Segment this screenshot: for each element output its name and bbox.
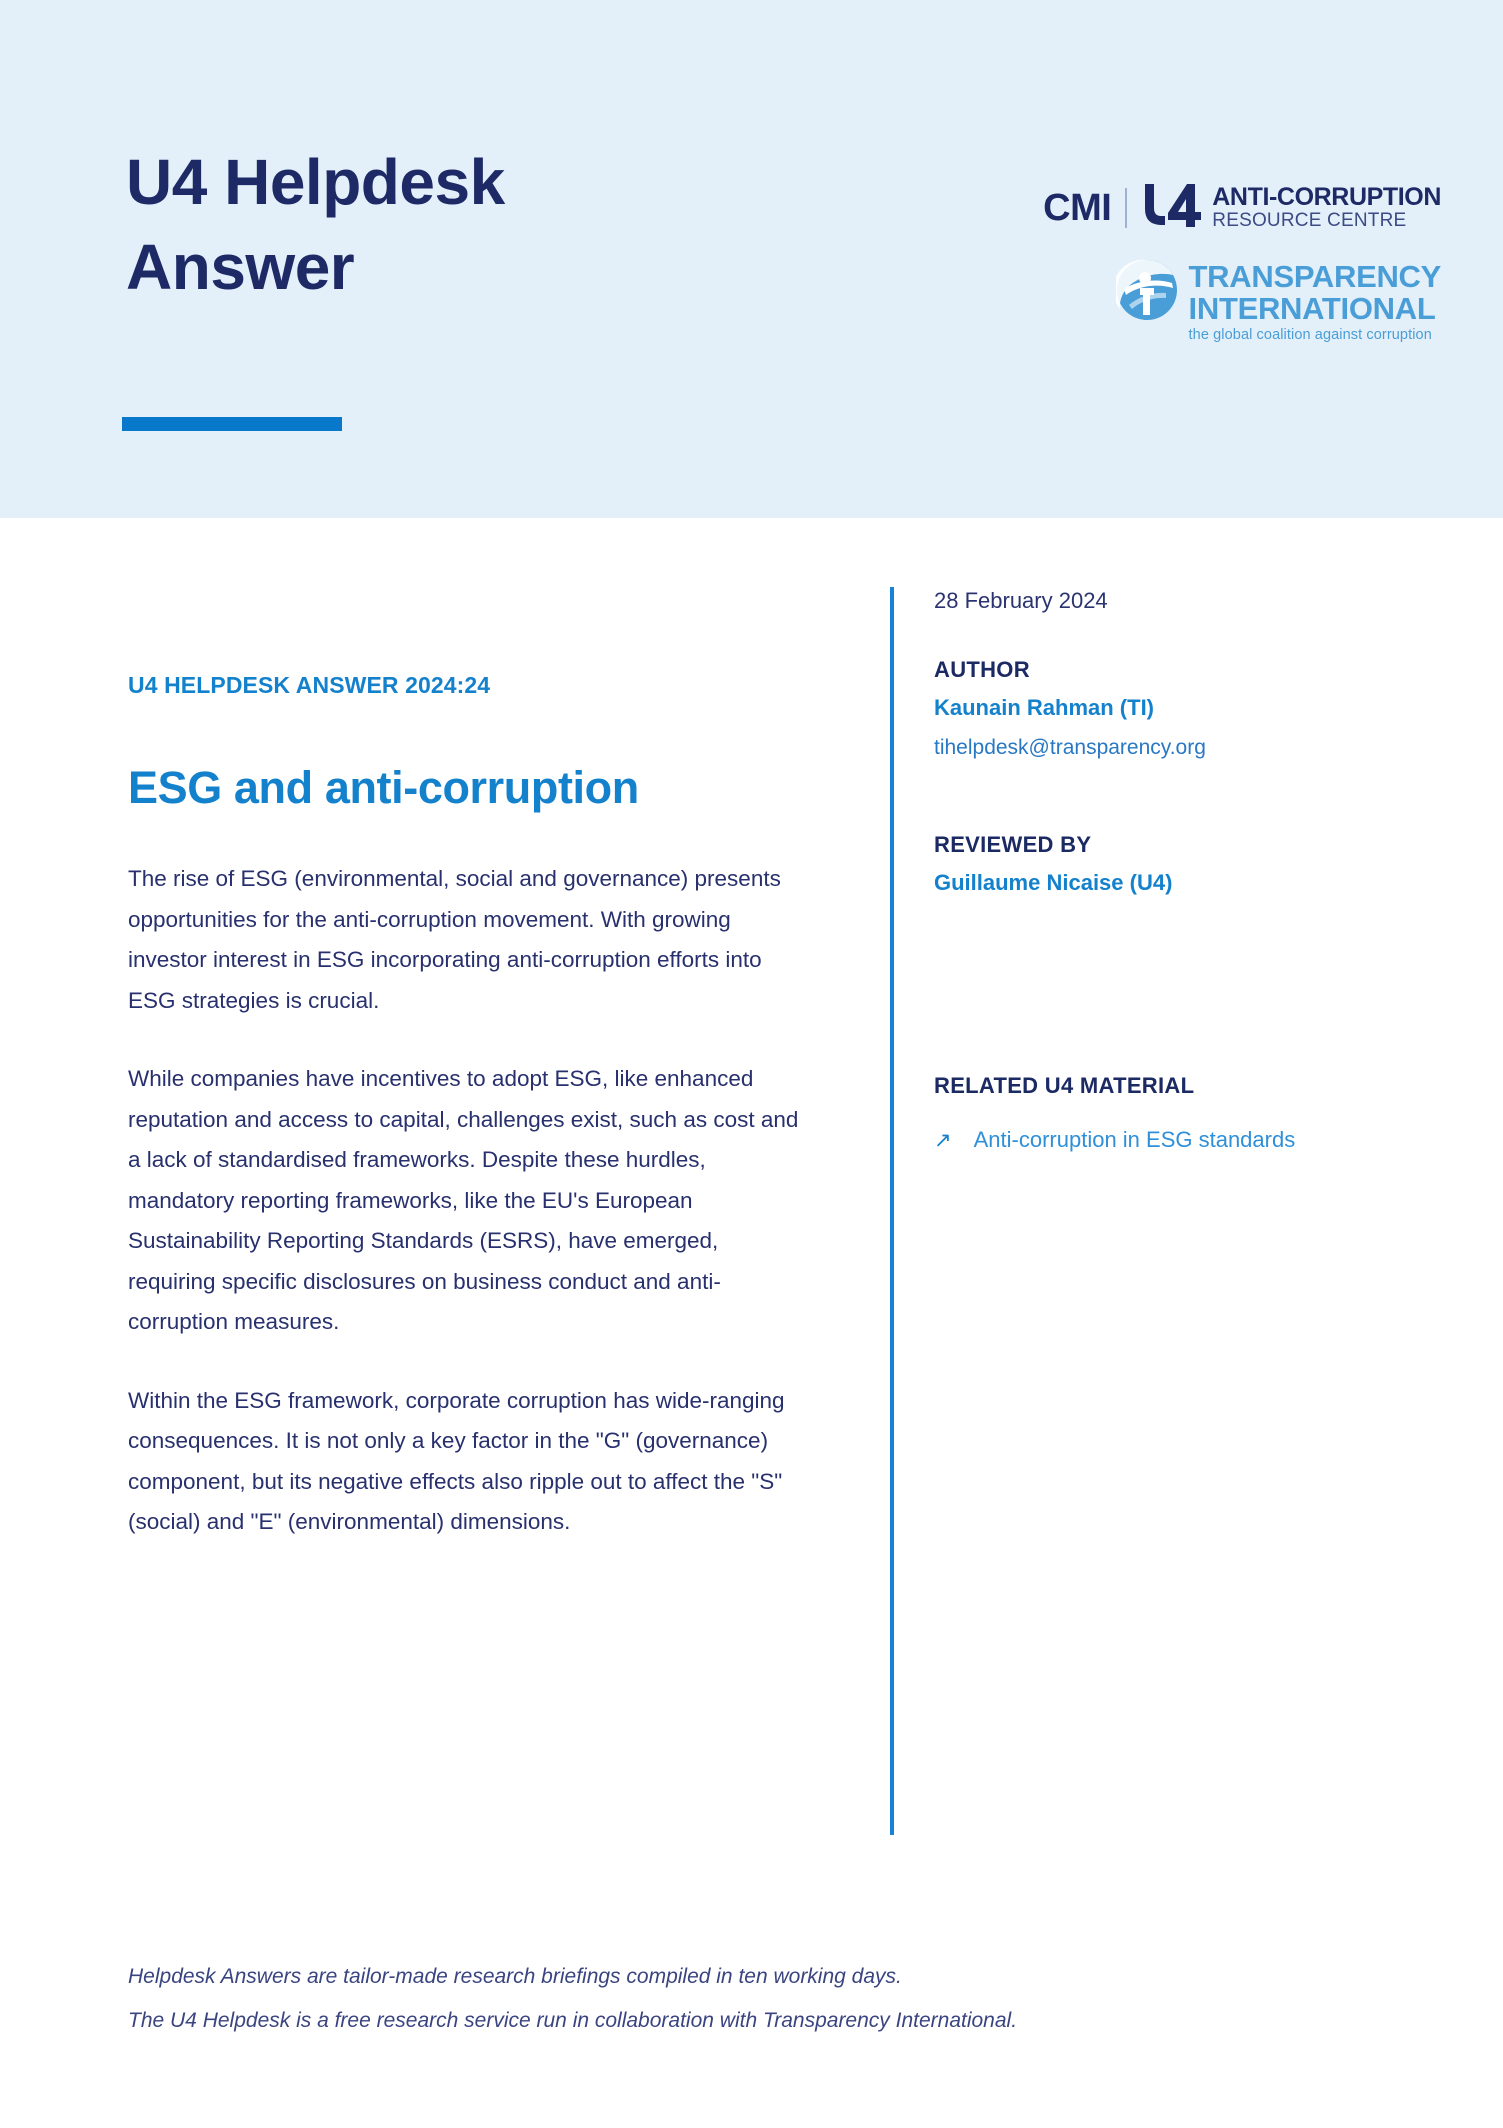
main-column [128, 672, 808, 1543]
logo-divider [1125, 188, 1127, 228]
u4-wordmark [1212, 185, 1441, 230]
footer [128, 1962, 1258, 2051]
author-email[interactable]: tihelpdesk@transparency.org [934, 736, 1206, 760]
list-item[interactable] [934, 1125, 1394, 1156]
accent-rule [122, 417, 342, 431]
page-title-line1: U4 Helpdesk [126, 146, 505, 218]
reviewed-by-label: REVIEWED BY [934, 831, 1092, 857]
page-title [126, 140, 766, 310]
related-material-label: RELATED U4 MATERIAL [934, 1072, 1195, 1098]
answer-reference: U4 HELPDESK ANSWER 2024:24 [128, 672, 491, 698]
ti-tagline: the global coalition against corruption [1188, 327, 1432, 343]
transparency-international-wordmark [1189, 259, 1441, 343]
footer-line-1: Helpdesk Answers are tailor-made research briefings compiled in ten working days. [128, 1965, 902, 1988]
u4-logo-icon [1141, 182, 1203, 233]
arrow-up-right-icon: ↗ [934, 1128, 952, 1152]
column-divider [890, 587, 894, 1835]
author-label: AUTHOR [934, 657, 1030, 682]
transparency-international-globe-icon [1116, 259, 1178, 326]
document-title: ESG and anti-corruption [128, 762, 639, 813]
reviewer-block [934, 828, 1394, 899]
publication-date: 28 February 2024 [934, 588, 1108, 613]
cmi-wordmark: CMI [1043, 186, 1112, 229]
footer-line-2: The U4 Helpdesk is a free research service run in collaboration with Transparency International. [128, 2009, 1018, 2033]
summary-paragraph: Within the ESG framework, corporate corruption has wide-ranging consequences. It is not only a key factor in the "G" (governance) component, but its negative effects also ripple out to affect the "S" (social) and "E" (environmental) dimensions. [128, 1387, 785, 1535]
ti-wordmark-line2: INTERNATIONAL [1188, 291, 1436, 326]
related-material-link[interactable]: Anti-corruption in ESG standards [973, 1126, 1296, 1152]
u4-wordmark-line1: ANTI-CORRUPTION [1212, 183, 1441, 211]
u4-wordmark-line2: RESOURCE CENTRE [1212, 210, 1407, 231]
transparency-international-logo [1116, 259, 1441, 343]
page-title-line2: Answer [126, 231, 355, 304]
summary-paragraph: While companies have incentives to adopt ESG, like enhanced reputation and access to capital, challenges exist, such as cost and a lack of standardised frameworks. Despite these hurdles, mandatory reporting frameworks, like the EU's European Sustainability Reporting Standards (ESRS), have emerged, requiring specific disclosures on business conduct and anti-corruption measures. [128, 1066, 799, 1335]
author-name: Kaunain Rahman (TI) [934, 695, 1155, 721]
author-block [934, 653, 1394, 764]
related-material-block [934, 1069, 1394, 1156]
cmi-u4-logo [1043, 182, 1441, 233]
logo-stack [1043, 182, 1441, 343]
metadata-column [934, 584, 1394, 1156]
reviewer-name: Guillaume Nicaise (U4) [934, 869, 1173, 895]
ti-wordmark-line1: TRANSPARENCY [1188, 259, 1441, 294]
summary-paragraph: The rise of ESG (environmental, social and governance) presents opportunities for the anti-corruption movement. With growing investor interest in ESG incorporating anti-corruption efforts into ESG strategies is crucial. [128, 866, 781, 1013]
